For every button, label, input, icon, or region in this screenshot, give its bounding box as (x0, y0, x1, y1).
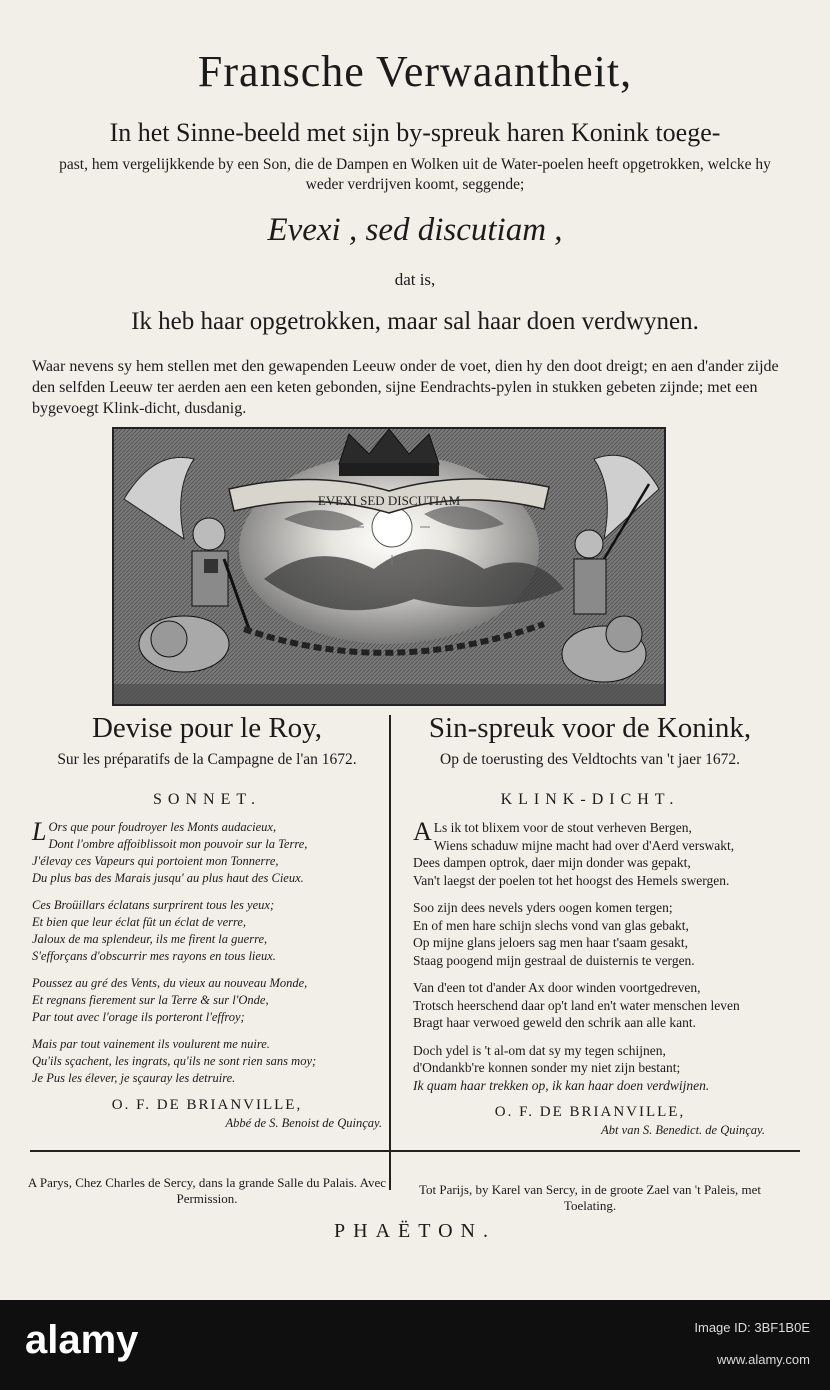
sonnet-title: SONNET. (153, 791, 261, 808)
sun-icon (372, 507, 412, 547)
description-paragraph: Waar nevens sy hem stellen met den gewapenden Leeuw onder de voet, dien hy den doot dreigt; en aen d'ander zijde den selfden Leeuw ter aerden aen een keten gebonden, sijne Eendrachts-pylen in stukken gebeten zijnde; met een bygevoegt Klink-dicht, dusdanig. (32, 358, 779, 417)
poem-line: Et bien que leur éclat fût un éclat de verre, (32, 915, 247, 929)
poem-line: Dees dampen optrok, daer mijn donder was gepakt, (413, 855, 691, 870)
watermark-url: www.alamy.com (717, 1352, 810, 1367)
poem-line: Ors que pour foudroyer les Monts audacieux, (48, 820, 277, 834)
poem-line: Jaloux de ma splendeur, ils me firent la guerre, (32, 932, 268, 946)
page-title: Fransche Verwaantheit, (197, 47, 633, 96)
sonnet-stanza-2 (22, 897, 392, 965)
sonnet-stanza-3 (22, 975, 392, 1026)
french-column (22, 712, 392, 1207)
poem-line: Staag poogend mijn gestraal de duisternis te vergen. (413, 952, 695, 968)
banner-text: EVEXI SED DISCUTIAM (317, 493, 461, 508)
latin-motto: Evexi , sed discutiam , (267, 212, 563, 248)
poem-line: Wiens schaduw mijne macht had over d'Aerd verswakt, (433, 837, 735, 853)
poem-line: d'Ondankb're konnen sonder my niet zijn bestant; (413, 1060, 681, 1075)
engraving-illustration (112, 427, 666, 706)
dat-is-label: dat is, (394, 270, 436, 289)
poem-line: Je Pus les élever, je sçauray les detruire. (32, 1071, 236, 1085)
subtitle-continued: past, hem vergelijkkende by een Son, die de Dampen en Wolken uit de Water-poelen heeft opgetrokken, welcke hy weder verdrijven koomt, seggende; (59, 156, 771, 193)
french-subheading: Sur les préparatifs de la Campagne de l'an 1672. (57, 751, 357, 768)
poem-line: Poussez au gré des Vents, du vieux au nouveau Monde, (32, 976, 308, 990)
dutch-heading: Sin-spreuk voor de Konink, (428, 712, 752, 744)
poem-line: Et regnans fierement sur la Terre & sur l'Onde, (32, 993, 269, 1007)
author-name: O. F. DE BRIANVILLE, (494, 1104, 686, 1120)
poem-line: S'efforçans d'obscurrir mes rayons en tous lieux. (32, 949, 276, 963)
dropcap-letter: L (32, 817, 47, 846)
sonnet-stanza-1 (22, 819, 392, 887)
poem-line: Van't laegst der poelen tot het hoogst des Hemels swergen. (413, 872, 730, 888)
poem-line: Mais par tout vainement ils voulurent me nuire. (32, 1037, 270, 1051)
klinkdicht-stanza-4 (405, 1042, 775, 1095)
poem-line: Ls ik tot blixem voor de stout verheven Bergen, (433, 820, 692, 835)
motto-translation: Ik heb haar opgetrokken, maar sal haar doen verdwynen. (131, 308, 699, 335)
publisher-line: Tot Parijs, by Karel van Sercy, in de groote Zael van 't Paleis, met Toelating. (418, 1182, 762, 1213)
poem-line: Trotsch heerschend daar op't land en't water menschen leven (413, 997, 740, 1013)
poem-line: Dont l'ombre affoiblissoit mon pouvoir sur la Terre, (48, 837, 308, 851)
klinkdicht-stanza-2 (405, 899, 775, 969)
dutch-subheading: Op de toerusting des Veldtochts van 't jaer 1672. (440, 751, 740, 768)
poem-line: Soo zijn dees nevels yders oogen komen tergen; (413, 900, 673, 915)
poem-line: Bragt haar verwoed geweld den schrik aan alle kant. (413, 1015, 697, 1030)
poem-line: En of men hare schijn slechs vond van glas gebakt, (413, 917, 689, 933)
poem-line: Van d'een tot d'ander Ax door winden voortgedreven, (413, 980, 701, 995)
poem-line: Op mijne glans jeloers sag men haar t'saam gesakt, (413, 935, 688, 950)
poem-line: Doch ydel is 't al-om dat sy my tegen schijnen, (413, 1042, 666, 1058)
poem-line: Du plus bas des Marais jusqu' au plus haut des Cieux. (32, 871, 304, 885)
horizontal-rule (30, 1150, 800, 1152)
author-title: Abbé de S. Benoist de Quinçay. (225, 1116, 382, 1130)
engraving-artwork (114, 429, 664, 704)
sonnet-stanza-4 (22, 1036, 392, 1087)
klinkdicht-stanza-1 (405, 819, 775, 889)
alamy-logo: alamy (25, 1318, 139, 1362)
image-id: Image ID: 3BF1B0E (694, 1320, 810, 1335)
poem-line: J'élevay ces Vapeurs qui portoient mon Tonnerre, (32, 854, 279, 868)
klinkdicht-stanza-3 (405, 979, 775, 1032)
poem-line: Qu'ils sçachent, les ingrats, qu'ils ne sont rien sans moy; (32, 1054, 317, 1068)
dutch-column (405, 712, 775, 1214)
footer-word: PHAËTON. (334, 1220, 496, 1242)
french-heading: Devise pour le Roy, (91, 712, 323, 744)
poem-line: Ik quam haar trekken op, ik kan haar doen verdwijnen. (413, 1077, 710, 1093)
publisher-line: A Parys, Chez Charles de Sercy, dans la grande Salle du Palais. Avec Permission. (27, 1175, 387, 1206)
stock-watermark-bar (0, 1300, 830, 1390)
klinkdicht-title: KLINK-DICHT. (500, 791, 680, 808)
dropcap-letter: A (413, 817, 432, 846)
author-name: O. F. DE BRIANVILLE, (111, 1097, 303, 1113)
poem-line: Par tout avec l'orage ils porteront l'effroy; (32, 1010, 245, 1024)
subtitle-line: In het Sinne-beeld met sijn by-spreuk haren Konink toege- (109, 118, 721, 147)
poem-line: Ces Broüillars éclatans surprirent tous les yeux; (32, 898, 275, 912)
author-title: Abt van S. Benedict. de Quinçay. (601, 1123, 765, 1137)
left-lion-figure (139, 616, 229, 672)
